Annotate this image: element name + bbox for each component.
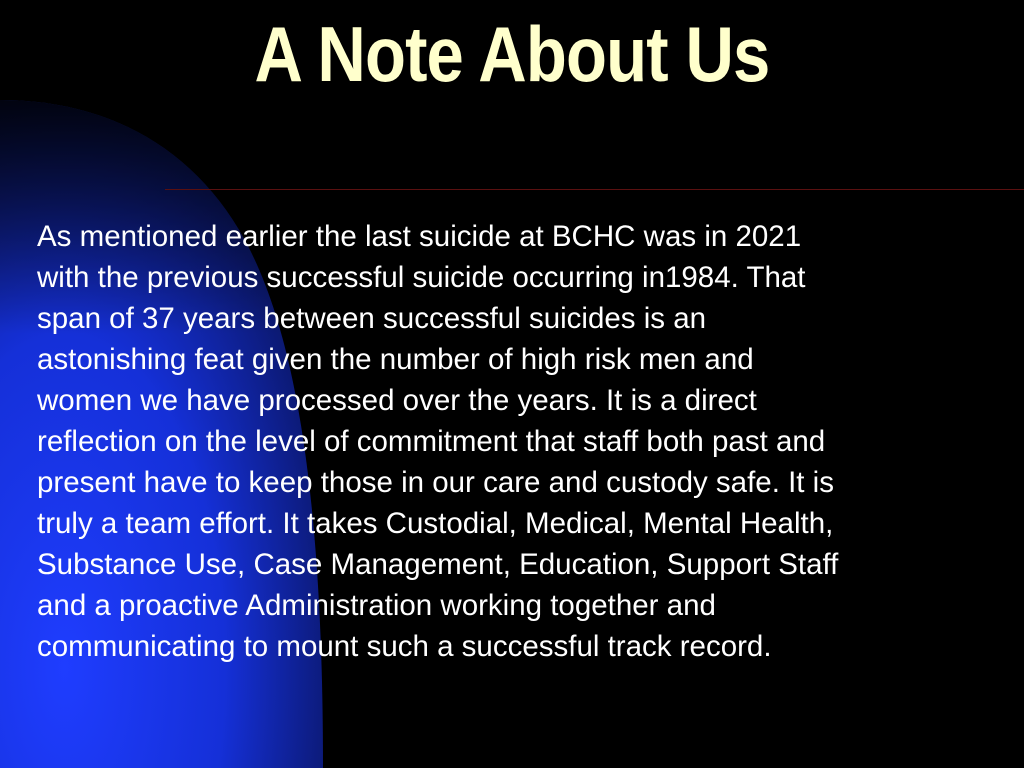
body-line: reflection on the level of commitment that staff both past and: [37, 425, 826, 458]
body-line: span of 37 years between successful suicides is an: [37, 302, 707, 335]
body-line: As mentioned earlier the last suicide at BCHC was in 2021: [37, 220, 802, 253]
body-line: truly a team effort. It takes Custodial, Medical, Mental Health,: [37, 507, 834, 540]
body-line: astonishing feat given the number of high risk men and: [37, 343, 754, 376]
body-line: with the previous successful suicide occurring in1984. That: [37, 261, 806, 294]
body-line: communicating to mount such a successful track record.: [37, 630, 772, 663]
body-line: present have to keep those in our care and custody safe. It is: [37, 466, 834, 499]
body-line: and a proactive Administration working together and: [37, 589, 716, 622]
title-divider: [165, 189, 1024, 190]
body-line: Substance Use, Case Management, Education, Support Staff: [37, 548, 839, 581]
body-line: women we have processed over the years. It is a direct: [37, 384, 757, 417]
slide-title: A Note About Us: [254, 10, 770, 98]
body-paragraph: [37, 216, 977, 667]
